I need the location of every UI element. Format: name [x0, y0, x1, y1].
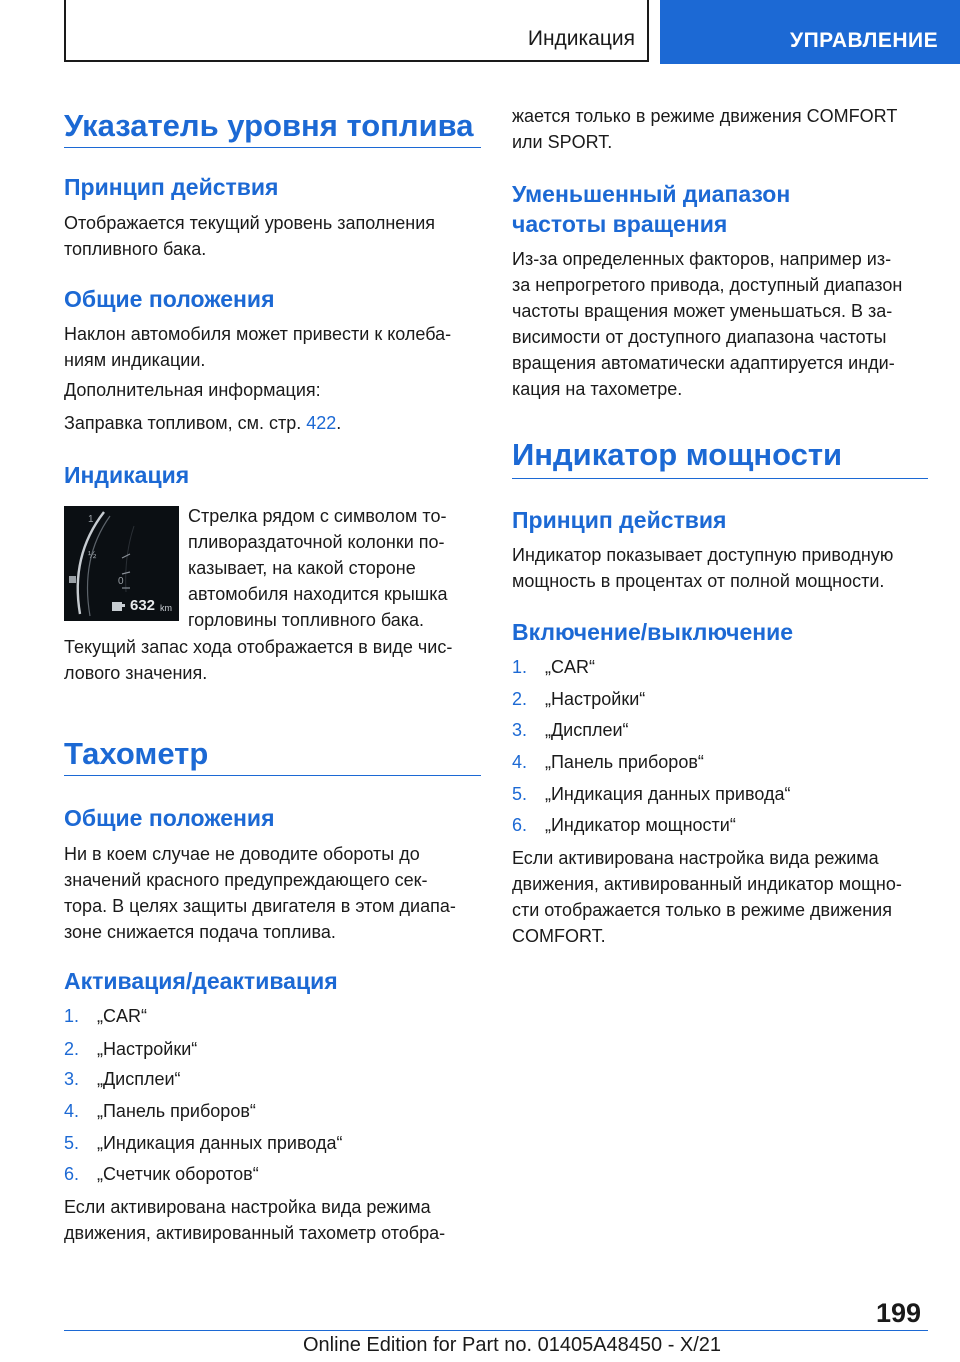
reduced-range-heading: Уменьшенный диапазон — [512, 181, 791, 207]
refuel-dot: . — [336, 413, 342, 433]
section-tab — [64, 0, 649, 62]
refuel-reference — [64, 411, 341, 436]
paragraph-line: Индикатор показывает доступную приводную — [512, 545, 894, 565]
page-header — [0, 0, 960, 66]
general-heading: Общие положения — [64, 286, 275, 312]
paragraph-line: пливораздаточной колонки по- — [188, 532, 445, 552]
list-number: 3. — [64, 1069, 80, 1089]
paragraph-line: частоты вращения может уменьшаться. В за- — [512, 301, 893, 321]
paragraph-line: Если активирована настройка вида режима — [512, 848, 879, 868]
switch-heading: Включение/выключение — [512, 619, 794, 645]
paragraph-line: кация на тахометре. — [512, 379, 683, 399]
title-rule — [512, 478, 928, 479]
list-number: 5. — [64, 1133, 80, 1153]
footer-rule — [64, 1330, 928, 1331]
paragraph-line: движения, активированный индикатор мощно- — [512, 874, 902, 894]
paragraph-line: сти отображается только в режиме движения — [512, 900, 892, 920]
list-text: „Настройки“ — [97, 1039, 198, 1059]
reduced-range-heading: частоты вращения — [512, 211, 728, 237]
paragraph-line: вращения автоматически адаптируется инди- — [512, 353, 895, 373]
refuel-text: Заправка топливом, см. стр. — [64, 413, 307, 433]
edition-note: Online Edition for Part no. 01405A48450 - X/21 — [303, 1334, 722, 1356]
list-number: 3. — [512, 720, 528, 740]
list-number: 5. — [512, 784, 528, 804]
paragraph-line: казывает, на какой стороне — [188, 558, 416, 578]
list-text: „Индикатор мощности“ — [545, 815, 736, 835]
paragraph-line: Текущий запас хода отображается в виде чис- — [64, 637, 453, 657]
paragraph-line: горловины топливного бака. — [188, 610, 425, 630]
list-text: „CAR“ — [545, 657, 595, 677]
title-rule — [64, 775, 481, 776]
range-unit: km — [160, 603, 172, 613]
paragraph-line: Отображается текущий уровень заполнения — [64, 213, 436, 233]
range-value: 632 — [130, 597, 156, 614]
tacho-general-heading: Общие положения — [64, 805, 275, 831]
list-item — [64, 1037, 197, 1062]
fuel-gauge-image — [64, 506, 179, 621]
list-text: „Панель приборов“ — [97, 1101, 256, 1121]
paragraph-line: висимости от доступного диапазона частоты — [512, 327, 887, 347]
list-number: 1. — [64, 1006, 80, 1026]
list-text: „Настройки“ — [545, 689, 646, 709]
list-item — [64, 1004, 147, 1029]
paragraph-line: или SPORT. — [512, 132, 613, 152]
list-item — [64, 1067, 181, 1092]
paragraph-line: за непрогретого привода, доступный диапазон — [512, 275, 903, 295]
activation-heading: Активация/деактивация — [64, 968, 338, 994]
paragraph-line: COMFORT. — [512, 926, 606, 946]
list-text: „Дисплеи“ — [97, 1069, 181, 1089]
gauge-tick-1: 1 — [88, 514, 94, 525]
paragraph-line: Стрелка рядом с символом то- — [188, 506, 447, 526]
list-item — [512, 655, 595, 680]
list-number: 4. — [512, 752, 528, 772]
power-principle-heading: Принцип действия — [512, 507, 727, 533]
chapter-label: УПРАВЛЕНИЕ — [790, 29, 939, 52]
list-number: 6. — [64, 1164, 80, 1184]
principle-heading: Принцип действия — [64, 174, 279, 200]
list-item — [512, 782, 790, 807]
list-item — [512, 750, 704, 775]
list-number: 6. — [512, 815, 528, 835]
gauge-tick-half: ½ — [88, 550, 97, 561]
paragraph-line: Если активирована настройка вида режима — [64, 1197, 431, 1217]
section-label: Индикация — [527, 27, 635, 50]
more-info-label: Дополнительная информация: — [64, 380, 321, 400]
paragraph-line: лового значения. — [64, 663, 208, 683]
refuel-page-link[interactable]: 422 — [306, 413, 337, 433]
list-item — [64, 1099, 256, 1124]
paragraph-line: Из-за определенных факторов, например из- — [512, 249, 892, 269]
paragraph-line: автомобиля находится крышка — [188, 584, 448, 604]
paragraph-line: зоне снижается подача топлива. — [64, 922, 336, 942]
list-text: „Индикация данных привода“ — [545, 784, 791, 804]
list-item — [64, 1131, 342, 1156]
chapter-tab — [660, 0, 960, 64]
paragraph-line: Ни в коем случае не доводите обороты до — [64, 844, 420, 864]
paragraph-line: жается только в режиме движения COMFORT — [512, 106, 898, 126]
list-text: „Дисплеи“ — [545, 720, 629, 740]
list-item — [512, 813, 736, 838]
paragraph-line: тора. В целях защиты двигателя в этом диапа- — [64, 896, 456, 916]
paragraph-line: значений красного предупреждающего сек- — [64, 870, 428, 890]
list-number: 1. — [512, 657, 528, 677]
fuel-gauge-title: Указатель уровня топлива — [64, 108, 474, 143]
display-heading: Индикация — [64, 462, 190, 488]
list-text: „Счетчик оборотов“ — [97, 1164, 259, 1184]
page-number: 199 — [876, 1298, 922, 1328]
list-item — [512, 718, 629, 743]
list-text: „CAR“ — [97, 1006, 147, 1026]
paragraph-line: мощность в процентах от полной мощности. — [512, 571, 885, 591]
power-meter-title: Индикатор мощности — [512, 437, 843, 472]
tachometer-title: Тахометр — [64, 736, 209, 771]
list-item — [64, 1162, 259, 1187]
paragraph-line: Наклон автомобиля может привести к колеба- — [64, 324, 452, 344]
list-number: 2. — [64, 1039, 80, 1059]
list-item — [512, 687, 645, 712]
list-number: 2. — [512, 689, 528, 709]
paragraph-line: ниям индикации. — [64, 350, 206, 370]
title-rule — [64, 147, 481, 148]
list-text: „Панель приборов“ — [545, 752, 704, 772]
paragraph-line: топливного бака. — [64, 239, 207, 259]
list-text: „Индикация данных привода“ — [97, 1133, 343, 1153]
list-number: 4. — [64, 1101, 80, 1121]
gauge-tick-0: 0 — [118, 576, 124, 587]
paragraph-line: движения, активированный тахометр отобра- — [64, 1223, 446, 1243]
